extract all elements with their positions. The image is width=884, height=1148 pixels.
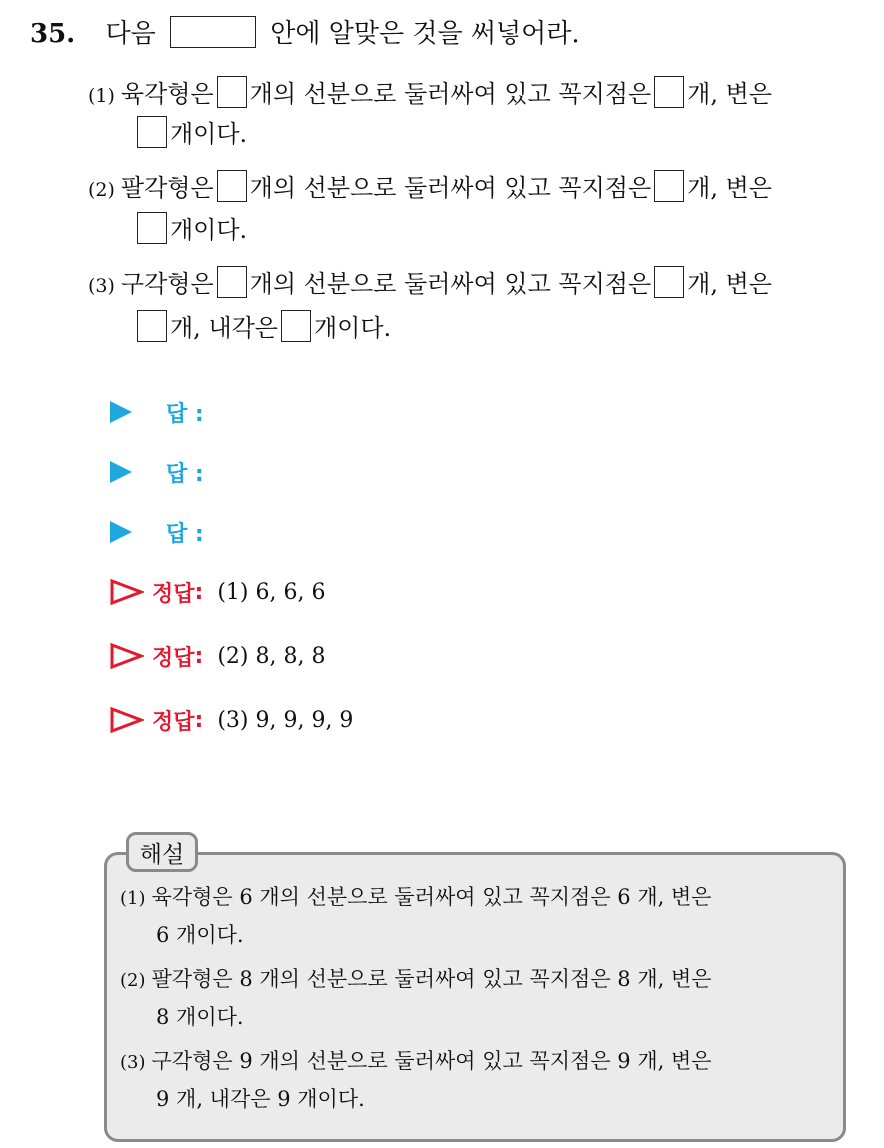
solution-line-2 [110,636,325,676]
item-text: 개의 선분으로 둘러싸여 있고 꼭지점은 [249,270,652,298]
blank-box-example [170,16,256,48]
solution-label: 정답 [152,709,195,735]
solution-label: 정답 [152,581,195,607]
solution-value: (3) 9, 9, 9, 9 [217,707,354,733]
item-text: 개의 선분으로 둘러싸여 있고 꼭지점은 [249,174,652,202]
answer-line-3[interactable] [110,512,204,552]
item-text: 개의 선분으로 둘러싸여 있고 꼭지점은 [249,80,652,108]
answer-line-1[interactable] [110,392,204,432]
explanation-text: 8 개이다. [156,1005,244,1029]
blank-box[interactable] [281,310,311,342]
blank-box[interactable] [654,266,684,298]
item-text: 팔각형은 [120,174,214,202]
item-text: 개, 변은 [687,270,772,298]
explanation-line [120,880,712,916]
solution-value: (2) 8, 8, 8 [217,643,326,669]
explanation-line [120,1044,712,1080]
question-item-2 [88,170,772,208]
question-item-1 [88,76,772,114]
item-text: 개이다. [314,314,392,342]
solution-colon: : [194,643,204,669]
item-text: 개, 변은 [687,80,772,108]
item-number: (1) [88,85,115,107]
question-item-1-cont [134,116,247,152]
blank-box[interactable] [137,212,167,244]
item-text: 개이다. [170,216,248,244]
explanation-number: (2) [120,970,146,991]
prompt-after: 안에 알맞은 것을 써넣어라. [270,19,580,49]
item-number: (3) [88,275,115,297]
explanation-text: 구각형은 9 개의 선분으로 둘러싸여 있고 꼭지점은 9 개, 변은 [151,1049,712,1073]
open-triangle-icon [110,579,144,605]
blank-box[interactable] [217,76,247,108]
explanation-line [120,962,712,998]
item-text: 개이다. [170,120,248,148]
blank-box[interactable] [137,116,167,148]
solution-value: (1) 6, 6, 6 [217,579,326,605]
explanation-text: 9 개, 내각은 9 개이다. [156,1087,365,1111]
explanation-tag: 해설 [126,832,198,872]
solution-colon: : [194,707,204,733]
explanation-line [156,1000,244,1034]
blank-box[interactable] [654,76,684,108]
answer-line-2[interactable] [110,452,204,492]
play-arrow-icon [110,461,132,483]
solution-colon: : [194,579,204,605]
play-arrow-icon [110,401,132,423]
blank-box[interactable] [217,170,247,202]
question-item-3-cont [134,310,391,346]
item-text: 개, 내각은 [170,314,278,342]
item-text: 구각형은 [120,270,214,298]
prompt-before: 다음 [105,19,156,49]
item-text: 개, 변은 [687,174,772,202]
solution-line-3 [110,700,353,740]
question-item-3 [88,266,772,304]
item-text: 육각형은 [120,80,214,108]
explanation-text: 6 개이다. [156,923,244,947]
solution-line-1 [110,572,325,612]
question-item-2-cont [134,212,247,248]
explanation-number: (3) [120,1052,146,1073]
explanation-text: 팔각형은 8 개의 선분으로 둘러싸여 있고 꼭지점은 8 개, 변은 [151,967,712,991]
explanation-text: 육각형은 6 개의 선분으로 둘러싸여 있고 꼭지점은 6 개, 변은 [151,885,712,909]
solution-label: 정답 [152,645,195,671]
play-arrow-icon [110,521,132,543]
blank-box[interactable] [654,170,684,202]
explanation-number: (1) [120,888,146,909]
explanation-line [156,1082,365,1116]
answer-label: 답 : [166,461,204,487]
blank-box[interactable] [217,266,247,298]
open-triangle-icon [110,643,144,669]
question-header [30,14,580,54]
question-number: 35. [30,19,76,49]
answer-label: 답 : [166,521,204,547]
blank-box[interactable] [137,310,167,342]
explanation-line [156,918,244,952]
open-triangle-icon [110,707,144,733]
answer-label: 답 : [166,401,204,427]
item-number: (2) [88,179,115,201]
